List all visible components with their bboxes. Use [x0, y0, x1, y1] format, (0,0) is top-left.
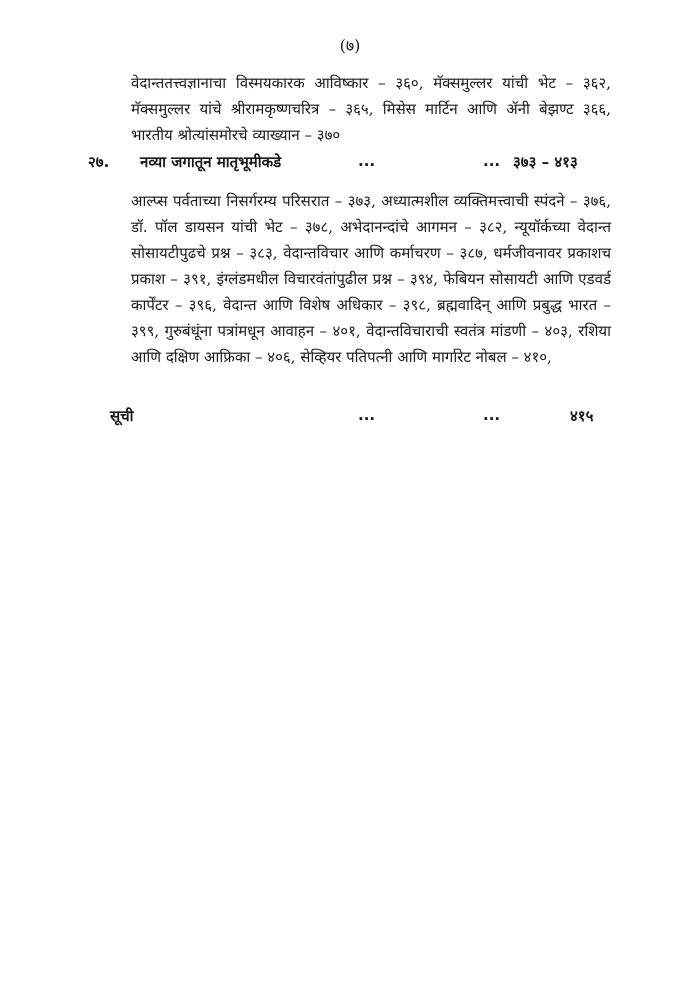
leader-dots: ... [483, 406, 501, 424]
section-summary-paragraph: वेदान्ततत्त्वज्ञानाचा विस्मयकारक आविष्कार – ३६०, मॅक्समुल्लर यांची भेट – ३६२, मॅक्समुल्लर यांचे श्रीरामकृष्णचरित्र – ३६५, मिसेस मार्टिन आणि ॲनी बेझण्ट ३६६, भारतीय श्रोत्यांसमोरचे व्याख्यान – ३७० [131, 74, 611, 144]
chapter-summary-paragraph: आल्प्स पर्वताच्या निसर्गरम्य परिसरात – ३७३, अध्यात्मशील व्यक्तिमत्त्वाची स्पंदने – ३७६, डॉ. पॉल डायसन यांची भेट – ३७८, अभेदानन्दांचे आगमन – ३८२, न्यूयॉर्कच्या वेदान्त सोसायटीपुढचे प्रश्न – ३८३, वेदान्तविचार आणि कर्माचरण – ३८७, धर्मजीवनावर प्रकाशच प्रकाश – ३९१, इंग्लंडमधील विचारवंतांपुढील प्रश्न – ३९४, फेबियन सोसायटी आणि एडवर्ड कार्पेंटर – ३९६, वेदान्त आणि विशेष अधिकार – ३९८, ब्रह्मवादिन् आणि प्रबुद्ध भारत – ३९९, गुरुबंधूंना पत्रांमधून आवाहन – ४०१, वेदान्तविचाराची स्वतंत्र मांडणी – ४०३, रशिया आणि दक्षिण आफ्रिका – ४०६, सेव्हियर पतिपत्नी आणि मार्गारेट नोबल – ४१०, [131, 192, 611, 366]
page-number: (७) [339, 36, 361, 55]
leader-dots: ... [483, 152, 501, 170]
toc-entry-index [0, 406, 700, 432]
index-page-number: ४१५ [570, 407, 594, 425]
index-title: सूची [110, 407, 134, 425]
chapter-page-range: ३७३ – ४१३ [513, 153, 578, 171]
chapter-number: २७. [88, 153, 110, 171]
chapter-title: नव्या जगातून मातृभूमीकडे [140, 153, 282, 171]
toc-entry-chapter-27 [0, 152, 700, 178]
leader-dots: ... [358, 152, 376, 170]
leader-dots: ... [358, 406, 376, 424]
